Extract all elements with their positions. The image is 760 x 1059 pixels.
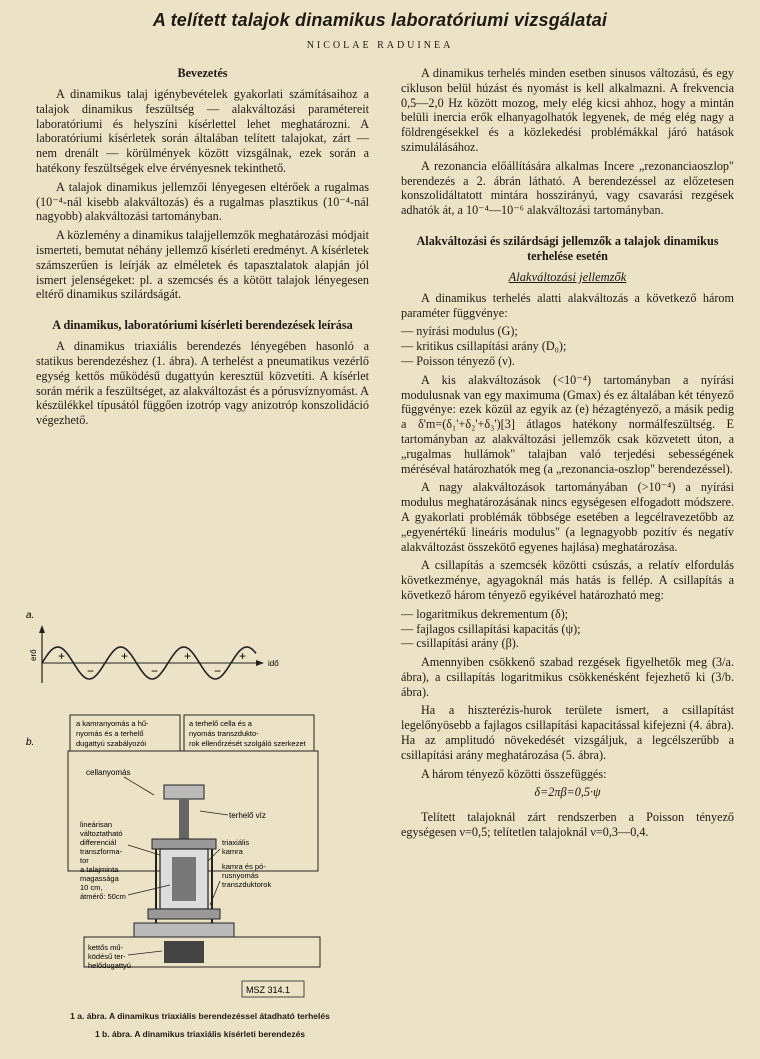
figure-1b-terhelo-viz-label: terhelő víz: [229, 811, 266, 820]
equipment-heading: A dinamikus, laboratóriumi kísérleti berendezések leírása: [52, 318, 353, 333]
figure-1b-porus-label: kamra és pó- rusnyomás transzduktorok: [222, 862, 272, 889]
figure-1b-box-controls: [70, 715, 180, 751]
figure-1-drawing: [24, 605, 376, 1005]
figure-1b-base-plate: [148, 909, 220, 919]
right-paragraph-4: A kis alakváltozások (<10⁻⁴) tartományban a nyírási modulusnak van egy maximuma (Gmax) és ez általában két tényező függvénye: ezek közül az egyik az (e) hézagtényező, a másik pedig a δ'm=(δ₁'+δ₂'+δ₃')[3] átlagos hatékony normálfeszültség. E tartományban az alakváltozási jellemzők csak közvetett úton, a „rugalmas hullámok" talajban való terjedési sebességének méréséval határozhatók meg (a „rezonancia-oszlop" berendezéssel).: [401, 372, 734, 476]
list-item: — Poisson tényező (ν).: [401, 353, 515, 368]
figure-1a-y-label: erő: [29, 649, 38, 661]
right-paragraph-9: A három tényező közötti összefüggés:: [421, 766, 607, 781]
list-item: — nyírási modulus (G);: [401, 324, 518, 339]
intro-paragraph-1: A dinamikus talaj igénybevételek gyakorlati számításaihoz a talajok dinamikus feszültség — alakváltozási paramétereit laboratóriumi és helyszíni kísérlettel lehet meghatározni. A laboratóriumi kísérletek során általában telített talajokat, zárt — nem drenált — körülmények között vizsgálnak, ezek során a hatékony feszültségek elve érvényesnek tekinthető.: [36, 87, 369, 175]
figure-1a-plus-2: +: [121, 649, 129, 663]
figure-1b-label: b.: [26, 737, 35, 748]
figure-1a-minus-2: −: [151, 664, 159, 678]
figure-1a-x-arrow: [256, 660, 264, 666]
figure-1b-top-plate: [164, 785, 204, 799]
figure-1: [24, 605, 376, 1025]
article-author: NICOLAE RADUINEA: [306, 40, 454, 51]
right-paragraph-6: A csillapítás a szemcsék közötti csúszás, a relatív elfordulás következménye, agyagoknál más hatás is fellép. A csillapítás a következő három tényező egyikével határozható meg:: [401, 558, 734, 602]
figure-1b-loading-piston: [164, 941, 204, 963]
figure-1a-plus-1: +: [58, 649, 66, 663]
list-item: — fajlagos csillapítási kapacitás (ψ);: [401, 621, 581, 636]
figure-1a-label: a.: [26, 610, 35, 621]
figure-1b-triax-label: triaxiális kamra: [222, 838, 250, 856]
right-paragraph-8: Ha a hiszterézis-hurok területe ismert, a csillapítást legelőnyösebb a fajlagos csillapítási kapacitással kifejezni (4. ábra). Ha az amplitudó növekedését vizsgáljuk, a legcélszerűbb a csillapítási arány meghatározása (5. ábra).: [401, 703, 734, 762]
figure-1b-cellanyomas-label: cellanyomás: [86, 768, 131, 777]
right-paragraph-7: Amennyiben csökkenő szabad rezgések figyelhetők meg (3/a. ábra), a csillapítás logaritmikus csökkenésként fejezhető ki (3/b. ábra).: [401, 655, 734, 699]
figure-1b-upper-platen: [152, 839, 216, 849]
left-column: [36, 66, 369, 432]
right-column: [401, 66, 734, 844]
figure-1b-base: [134, 923, 234, 937]
figure-1a-plus-4: +: [239, 649, 247, 663]
figure-1b-box-cell: [184, 715, 314, 751]
figure-1a-caption: 1 a. ábra. A dinamikus triaxiális berendezéssel átadható terhelés: [70, 1011, 330, 1021]
figure-1a-x-label: idő: [268, 659, 279, 668]
damping-formula: δ=2πβ=0,5·ψ: [534, 785, 601, 800]
figure-1a-minus-3: −: [214, 664, 222, 678]
equipment-paragraph-1: A dinamikus triaxiális berendezés lényegében hasonló a statikus berendezéshez (1. ábra). A terhelést a pneumatikus vezérlő egység kettős működésű dugattyún keresztül közvetíti. A kísérlet során mérik a feszültséget, az alakváltozást és a pórusvíznyomást. A készülékkel típusától függően izotróp vagy anizotróp konszolidáció végezhető.: [36, 339, 369, 428]
figure-1a-y-arrow: [39, 625, 45, 633]
figure-1b-kettos-label: kettős mű- ködésű ter- helődugattyú: [88, 943, 131, 970]
subheading-deformation: Alakváltozási jellemzők: [508, 269, 627, 284]
figure-1b-sample: [172, 857, 196, 901]
figure-1a-plus-3: +: [184, 649, 192, 663]
list-item: — csillapítási arány (β).: [401, 636, 519, 651]
figure-1b-piston-rod: [179, 799, 189, 839]
right-paragraph-2: A rezonancia előállítására alkalmas Incere „rezonanciaoszlop" berendezés a 2. ábrán látható. A berendezéssel az előzetesen konszolidáltatott mintára hosszirányú, vagy csavarási rezgések adhatók át, a 10⁻⁴—10⁻⁶ alakváltozási tartományban.: [401, 158, 734, 218]
parameter-list: [401, 324, 734, 368]
figure-1b-lvdt-label: lineárisan változtatható differenciál transzforma- tor a talajminta magassága 10 cm, átmérő: 50cm: [80, 820, 126, 901]
figure-1b-box-cell-text: a terhelő cella és a nyomás transzdukto-rok ellenőrzését szolgáló szerkezet: [189, 719, 306, 748]
right-paragraph-3: A dinamikus terhelés alatti alakváltozás a következő három paraméter függvénye:: [401, 290, 734, 320]
figure-1b-caption: 1 b. ábra. A dinamikus triaxiális kísérleti berendezés: [94, 1029, 306, 1039]
section-heading-deformation: Alakváltozási és szilárdsági jellemzők a talajok dinamikus terhelése esetén: [416, 233, 719, 263]
damping-list: [401, 607, 734, 651]
article-title: A telített talajok dinamikus laboratóriumi vizsgálatai: [152, 10, 608, 30]
figure-1a-minus-1: −: [87, 664, 95, 678]
figure-1b-stamp: MSZ 314.1: [246, 985, 291, 995]
intro-paragraph-2: A talajok dinamikus jellemzői lényegesen eltérőek a rugalmas (10⁻⁴-nál kisebb alakváltozás) és a rugalmas plasztikus (10⁻⁴-nál nagyobb) alakváltozási tartományban.: [36, 179, 369, 224]
right-paragraph-1: A dinamikus terhelés minden esetben sinusos változású, és egy cikluson belül húzást és nyomást is kell alkalmazni. A frekvencia 0,5—2,0 Hz között mozog, mely elég kicsi ahhoz, hogy a mintán belüli inercia erők elhanyagolhatók legyenek, de még elég nagy a földrengésekkel és a közlekedési problémákkal járó hatások szimulálásához.: [401, 66, 734, 154]
right-paragraph-10: Telített talajoknál zárt rendszerben a Poisson tényező egységesen ν=0,5; telítetlen talajoknál ν=0,3—0,4.: [401, 810, 734, 840]
intro-heading: Bevezetés: [177, 66, 228, 80]
list-item: — kritikus csillapítási arány (D₀);: [401, 339, 567, 354]
list-item: — logaritmikus dekrementum (δ);: [401, 606, 569, 621]
figure-1b-box-controls-text: a kamranyomás a hű-nyomás és a terhelő dugattyú szabályozói: [76, 719, 149, 748]
intro-paragraph-3: A közlemény a dinamikus talajjellemzők meghatározási módjait ismerteti, bemutat néhány jellemző kísérleti eredményt. A kísérletek számszerűen is leírják az elméletek és tapasztalatok alapján jól ismert jelenségeket: pl. a szemcsés és a kötött talajok lényegesen eltérő dinamikus szilárdságát.: [36, 228, 369, 302]
right-paragraph-5: A nagy alakváltozások tartományában (>10⁻⁴) a nyírási modulus meghatározásának nincs egységesen elfogadott módszere. A gyakorlati problémák többsége esetében a legcélravezetőbb az „egyenértékű lineáris modulus" (a legnagyobb pozitív és negatív alakváltozást összekötő egyenes hajlása) meghatározása.: [401, 480, 734, 554]
